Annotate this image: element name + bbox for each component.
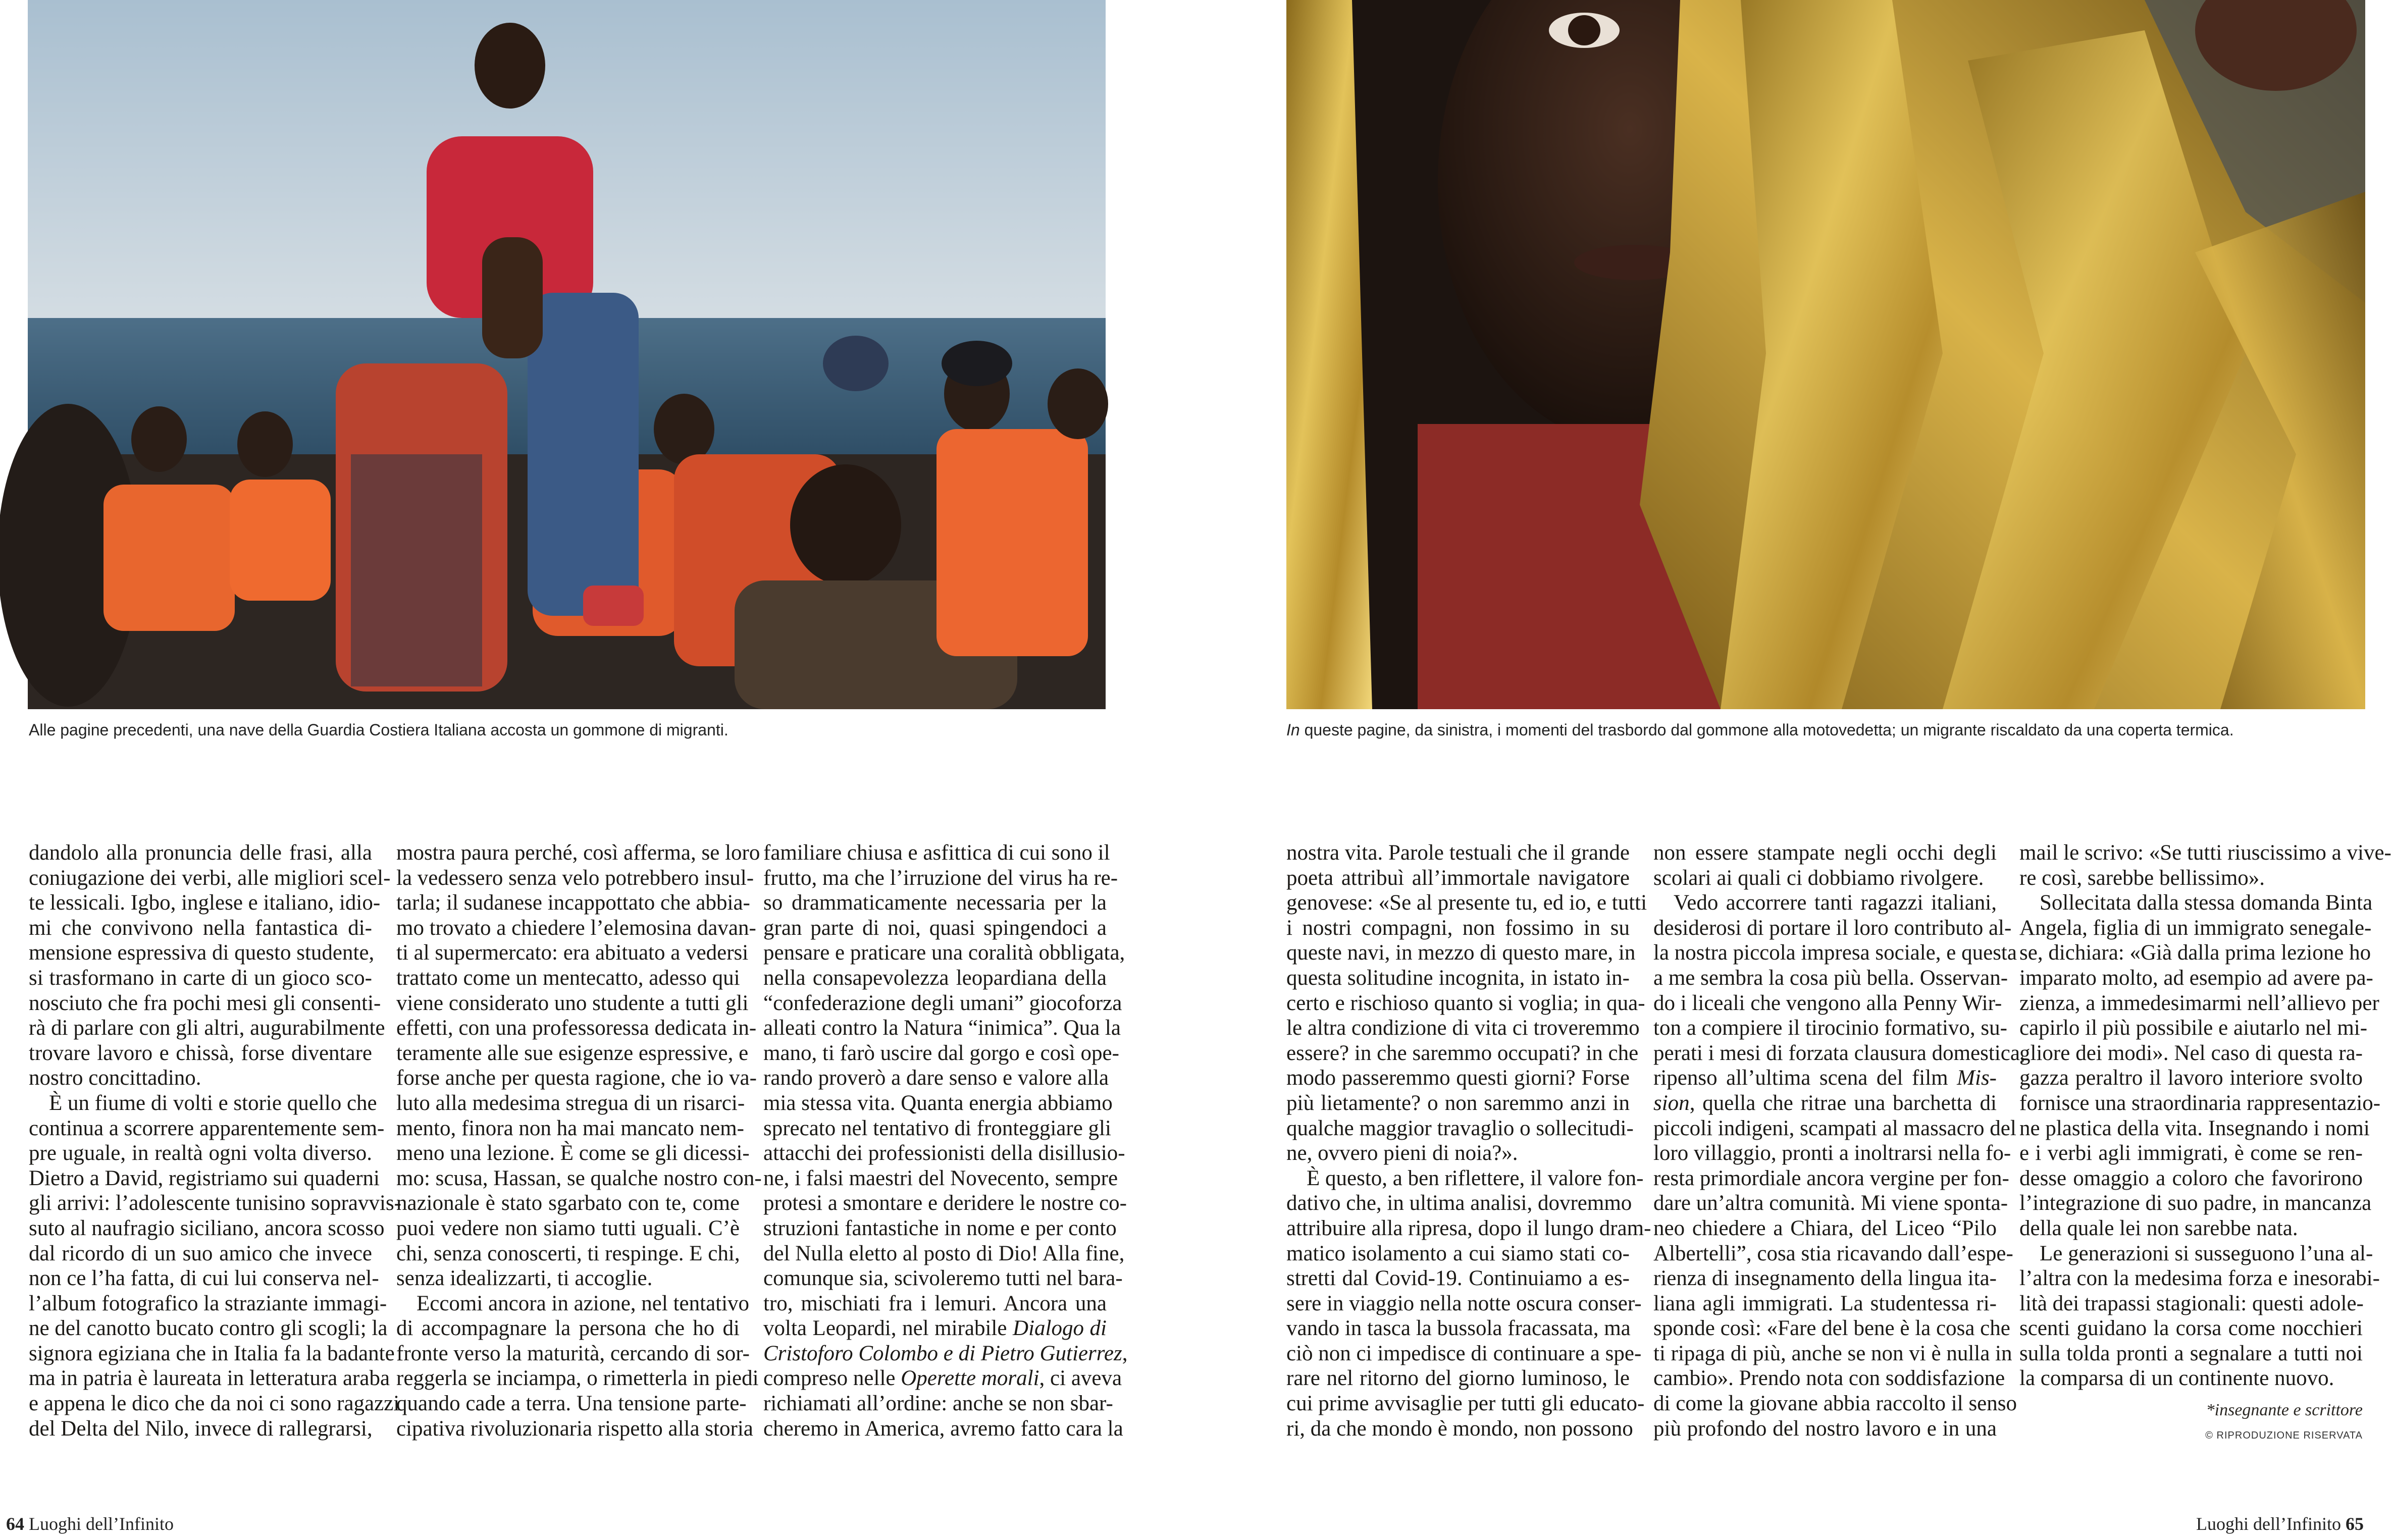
text-line: loro villaggio, pronti a inoltrarsi nella fo-: [1653, 1141, 2011, 1165]
photo-woman-thermal-blanket: [1286, 0, 2365, 709]
text-column-5: [1653, 840, 2025, 1441]
text-line: ripenso all’ultima scena del film Mis-: [1653, 1066, 1997, 1090]
text-line: cheremo in America, avremo fatto cara la: [763, 1416, 1123, 1441]
text-line: senza idealizzarti, ti accoglie.: [396, 1266, 653, 1291]
text-line: e appena le dico che da noi ci sono ragazzi: [29, 1392, 400, 1416]
text-line: dativo che, in ultima analisi, dovremmo: [1286, 1191, 1632, 1215]
text-column-4: [1286, 840, 1651, 1441]
text-line: le altra condizione di vita ci troveremmo: [1286, 1016, 1640, 1040]
text-line: È questo, a ben riflettere, il valore fon-: [1307, 1166, 1644, 1190]
text-line: mensione espressiva di questo studente,: [29, 941, 375, 965]
text-line: perati i mesi di forzata clausura domestica,: [1653, 1041, 2025, 1065]
text-line: Le generazioni si susseguono l’una al-: [2040, 1241, 2373, 1265]
text-line: di accompagnare la persona che ho di: [396, 1316, 740, 1341]
text-line: i nostri compagni, non fossimo in su: [1286, 916, 1630, 940]
text-line: Dietro a David, registriamo sui quaderni: [29, 1166, 380, 1190]
text-line: rà di parlare con gli altri, augurabilmente: [29, 1016, 385, 1040]
text-line: la vedessero senza velo potrebbero insul-: [396, 866, 754, 890]
text-line: alleati contro la Natura “inimica”. Qua la: [763, 1016, 1121, 1040]
text-line: liana agli immigrati. La studentessa ri-: [1653, 1291, 1997, 1315]
text-line: genovese: «Se al presente tu, ed io, e tutti: [1286, 891, 1647, 915]
text-line: matico isolamento a cui siamo stati co-: [1286, 1241, 1630, 1265]
text-column-6: [2019, 840, 2391, 1391]
text-line: quando cade a terra. Una tensione parte-: [396, 1392, 747, 1416]
text-line: desiderosi di portare il loro contributo al-: [1653, 916, 2012, 940]
text-line: ri, da che mondo è mondo, non possono: [1286, 1416, 1633, 1441]
caption-right-text: queste pagine, da sinistra, i momenti del trasbordo dal gommone alla motovedetta; un migrante riscaldato da una coperta termica.: [1299, 721, 2234, 739]
text-line: del Delta del Nilo, invece di rallegrarsi,: [29, 1416, 373, 1441]
text-line: poeta attribuì all’immortale navigatore: [1286, 866, 1630, 890]
text-line: scolari ai quali ci dobbiamo rivolgere.: [1653, 866, 1984, 890]
text-line: te lessicali. Igbo, inglese e italiano, idio-: [29, 891, 381, 915]
text-line: puoi vedere non siamo tutti uguali. C’è: [396, 1216, 740, 1240]
text-line: Cristoforo Colombo e di Pietro Gutierrez,: [763, 1341, 1128, 1365]
text-line: si trasformano in carte di un gioco sco-: [29, 966, 372, 990]
text-line: della quale lei non sarebbe nata.: [2019, 1216, 2298, 1240]
text-line: desse omaggio a coloro che favorirono: [2019, 1166, 2363, 1190]
text-line: do i liceali che vengono alla Penny Wir-: [1653, 991, 2002, 1015]
text-line: mail le scrivo: «Se tutti riuscissimo a vive-: [2019, 841, 2391, 865]
text-line: qualche maggior travaglio o sollecitudi-: [1286, 1116, 1634, 1140]
text-line: resta primordiale ancora vergine per fon-: [1653, 1166, 2009, 1190]
page-footer-right: [2196, 1513, 2364, 1534]
text-line: nella consapevolezza leopardiana della: [763, 966, 1107, 990]
text-line: ne plastica della vita. Insegnando i nomi: [2019, 1116, 2370, 1140]
text-line: luto alla medesima stregua di un risarci-: [396, 1091, 745, 1115]
text-line: ciò non ci impedisce di continuare a spe-: [1286, 1341, 1642, 1365]
text-line: sponde così: «Fare del bene è la cosa che: [1653, 1316, 2010, 1341]
text-line: rare nel ritorno del giorno luminoso, le: [1286, 1366, 1630, 1391]
text-line: gran parte di noi, quasi spingendoci a: [763, 916, 1107, 940]
text-line: sulla tolda pronti a segnalare a tutti noi: [2019, 1341, 2363, 1365]
text-line: capirlo il più possibile e aiutarlo nel mi-: [2019, 1016, 2368, 1040]
text-line: gli arrivi: l’adolescente tunisino sopravvis-: [29, 1191, 401, 1215]
text-line: protesi a smontare e deridere le nostre co-: [763, 1191, 1127, 1215]
text-line: dandolo alla pronuncia delle frasi, alla: [29, 841, 372, 865]
text-line: ne, ovvero pieni di noia?».: [1286, 1141, 1518, 1165]
text-line: ne, i falsi maestri del Novecento, sempre: [763, 1166, 1118, 1190]
text-line: fornisce una straordinaria rappresentazio-: [2019, 1091, 2381, 1115]
text-line: modo passeremmo questi giorni? Forse: [1286, 1066, 1630, 1090]
copyright-notice: © RIPRODUZIONE RISERVATA: [2205, 1430, 2363, 1441]
text-line: mi che convivono nella fantastica di-: [29, 916, 372, 940]
text-line: mo trovato a chiedere l’elemosina davan-: [396, 916, 756, 940]
text-line: ton a compiere il tirocinio formativo, su-: [1653, 1016, 2007, 1040]
text-line: l’altra con la medesima forza e inesorabi-: [2019, 1266, 2380, 1291]
text-line: coniugazione dei verbi, alle migliori scel-: [29, 866, 391, 890]
text-line: comunque sia, scivoleremo tutti nel bara-: [763, 1266, 1123, 1291]
text-line: nostra vita. Parole testuali che il grande: [1286, 841, 1630, 865]
page-number-right: 65: [2346, 1514, 2364, 1534]
text-line: signora egiziana che in Italia fa la badante: [29, 1341, 395, 1365]
photo-caption-right: [1286, 716, 2234, 746]
text-line: non essere stampate negli occhi degli: [1653, 841, 1997, 865]
text-line: nostro concittadino.: [29, 1066, 201, 1090]
text-line: neo chiedere a Chiara, del Liceo “Pilo: [1653, 1216, 1997, 1240]
text-line: l’integrazione di suo padre, in mancanza: [2019, 1191, 2372, 1215]
text-line: Angela, figlia di un immigrato senegale-: [2019, 916, 2372, 940]
text-line: se, dichiara: «Già dalla prima lezione ho: [2019, 941, 2371, 965]
photo-caption-left: Alle pagine precedenti, una nave della Guardia Costiera Italiana accosta un gommone di migranti.: [29, 721, 729, 739]
text-line: zienza, a immedesimarmi nell’allievo per: [2019, 991, 2379, 1015]
text-line: effetti, con una professoressa dedicata in-: [396, 1016, 757, 1040]
text-line: rienza di insegnamento della lingua ita-: [1653, 1266, 1997, 1291]
magazine-title-right: Luoghi dell’Infinito: [2196, 1514, 2341, 1534]
text-line: più profondo del nostro lavoro e in una: [1653, 1416, 1997, 1441]
photo-migrants-boat: [28, 0, 1106, 709]
text-line: gazza peraltro il lavoro interiore svolto: [2019, 1066, 2363, 1090]
text-line: dal ricordo di un suo amico che invece: [29, 1241, 372, 1265]
text-line: teramente alle sue esigenze espressive, e: [396, 1041, 749, 1065]
text-line: gliore dei modi». Nel caso di questa ra-: [2019, 1041, 2363, 1065]
text-line: cipativa rivoluzionaria rispetto alla storia: [396, 1416, 753, 1441]
text-column-1: [29, 840, 401, 1441]
text-line: ma in patria è laureata in letteratura araba: [29, 1366, 390, 1391]
text-line: re così, sarebbe bellissimo».: [2019, 866, 2265, 890]
text-line: pre uguale, in realtà ogni volta diverso.: [29, 1141, 372, 1165]
text-column-3: [763, 840, 1128, 1441]
text-line: ne del canotto bucato contro gli scogli; la: [29, 1316, 388, 1341]
text-line: mostra paura perché, così afferma, se loro: [396, 841, 760, 865]
text-line: chi, senza conoscerti, ti respinge. E chi,: [396, 1241, 740, 1265]
text-line: vando in tasca la bussola fracassata, ma: [1286, 1316, 1631, 1341]
text-line: attacchi dei professionisti della disillusio-: [763, 1141, 1125, 1165]
page-number-left: 64: [6, 1514, 24, 1534]
text-line: queste navi, in mezzo di questo mare, in: [1286, 941, 1636, 965]
text-line: mento, finora non ha mai mancato nem-: [396, 1116, 744, 1140]
text-line: questa solitudine incognita, in istato in-: [1286, 966, 1630, 990]
text-line: mo: scusa, Hassan, se qualche nostro con-: [396, 1166, 762, 1190]
text-line: frutto, ma che l’irruzione del virus ha re-: [763, 866, 1118, 890]
text-line: sprecato nel tentativo di fronteggiare gli: [763, 1116, 1111, 1140]
text-line: nazionale è stato sgarbato con te, come: [396, 1191, 740, 1215]
text-line: continua a scorrere apparentemente sem-: [29, 1116, 385, 1140]
text-line: sere in viaggio nella notte oscura conser-: [1286, 1291, 1642, 1315]
text-line: attribuire alla ripresa, dopo il lungo dram-: [1286, 1216, 1651, 1240]
text-line: nosciuto che fra pochi mesi gli consenti-: [29, 991, 381, 1015]
text-line: rando proverò a dare senso e valore alla: [763, 1066, 1109, 1090]
text-line: “confederazione degli umani” giocoforza: [763, 991, 1122, 1015]
text-line: stretti dal Covid-19. Continuiamo a es-: [1286, 1266, 1630, 1291]
text-line: trattato come un mentecatto, adesso qui: [396, 966, 740, 990]
text-line: pensare e praticare una coralità obbligata,: [763, 941, 1125, 965]
text-line: meno una lezione. È come se gli dicessi-: [396, 1141, 750, 1165]
text-line: fronte verso la maturità, cercando di sor-: [396, 1341, 750, 1365]
text-line: suto al naufragio siciliano, ancora scosso: [29, 1216, 385, 1240]
text-line: È un fiume di volti e storie quello che: [49, 1091, 377, 1115]
text-line: Vedo accorrere tanti ragazzi italiani,: [1674, 891, 1997, 915]
text-line: so drammaticamente necessaria per la: [763, 891, 1107, 915]
text-line: richiamati all’ordine: anche se non sbar-: [763, 1392, 1113, 1416]
text-line: dare un’altra comunità. Mi viene sponta-: [1653, 1191, 2008, 1215]
text-line: la comparsa di un continente nuovo.: [2019, 1366, 2334, 1391]
text-line: tarla; il sudanese incappottato che abbia-: [396, 891, 750, 915]
text-column-2: [396, 840, 762, 1441]
text-line: compreso nelle Operette morali, ci aveva: [763, 1366, 1122, 1391]
text-line: essere? in che saremmo occupati? in che: [1286, 1041, 1639, 1065]
text-line: piccoli indigeni, scampati al massacro del: [1653, 1116, 2016, 1140]
text-line: a me sembra la cosa più bella. Osservan-: [1653, 966, 2008, 990]
text-line: familiare chiusa e asfittica di cui sono il: [763, 841, 1110, 865]
text-line: non ce l’ha fatta, di cui lui conserva nel-: [29, 1266, 379, 1291]
text-line: volta Leopardi, nel mirabile Dialogo di: [763, 1316, 1107, 1341]
text-line: mia stessa vita. Quanta energia abbiamo: [763, 1091, 1113, 1115]
text-line: e i verbi agli immigrati, è come se ren-: [2019, 1141, 2363, 1165]
magazine-title-left: Luoghi dell’Infinito: [29, 1514, 174, 1534]
text-line: più lietamente? o non saremmo anzi in: [1286, 1091, 1630, 1115]
text-line: struzioni fantastiche in nome e per conto: [763, 1216, 1117, 1240]
text-line: lità dei trapassi stagionali: questi adole-: [2019, 1291, 2364, 1315]
text-line: sion, quella che ritrae una barchetta di: [1653, 1091, 1997, 1115]
text-line: ti ripaga di più, anche se non vi è nulla in: [1653, 1341, 2012, 1365]
text-line: cambio». Prendo nota con soddisfazione: [1653, 1366, 2005, 1391]
text-line: ti al supermercato: era abituato a vedersi: [396, 941, 749, 965]
text-line: trovare lavoro e chissà, forse diventare: [29, 1041, 372, 1065]
text-line: la nostra piccola impresa sociale, e questa: [1653, 941, 2017, 965]
text-line: l’album fotografico la straziante immagi-: [29, 1291, 387, 1315]
page-footer-left: [6, 1513, 174, 1534]
text-line: tro, mischiati fra i lemuri. Ancora una: [763, 1291, 1107, 1315]
text-line: certo e rischioso quanto si voglia; in qua-: [1286, 991, 1645, 1015]
text-line: mano, ti farò uscire dal gorgo e così ope-: [763, 1041, 1119, 1065]
author-signature: *insegnante e scrittore: [2206, 1401, 2363, 1419]
text-line: forse anche per questa ragione, che io va-: [396, 1066, 757, 1090]
text-line: Eccomi ancora in azione, nel tentativo: [417, 1291, 750, 1315]
text-line: Sollecitata dalla stessa domanda Binta: [2040, 891, 2373, 915]
text-line: scenti guidano la corsa come nocchieri: [2019, 1316, 2363, 1341]
text-line: viene considerato uno studente a tutti gli: [396, 991, 749, 1015]
text-line: del Nulla eletto al posto di Dio! Alla fine,: [763, 1241, 1125, 1265]
text-line: imparato molto, ad esempio ad avere pa-: [2019, 966, 2373, 990]
text-line: cui prime avvisaglie per tutti gli educato-: [1286, 1392, 1645, 1416]
text-line: Albertelli”, cosa stia ricavando dall’espe-: [1653, 1241, 2013, 1265]
text-line: reggerla se inciampa, o rimetterla in piedi: [396, 1366, 759, 1391]
caption-italic-lead: In: [1286, 721, 1300, 739]
text-line: di come la giovane abbia raccolto il senso: [1653, 1392, 2017, 1416]
